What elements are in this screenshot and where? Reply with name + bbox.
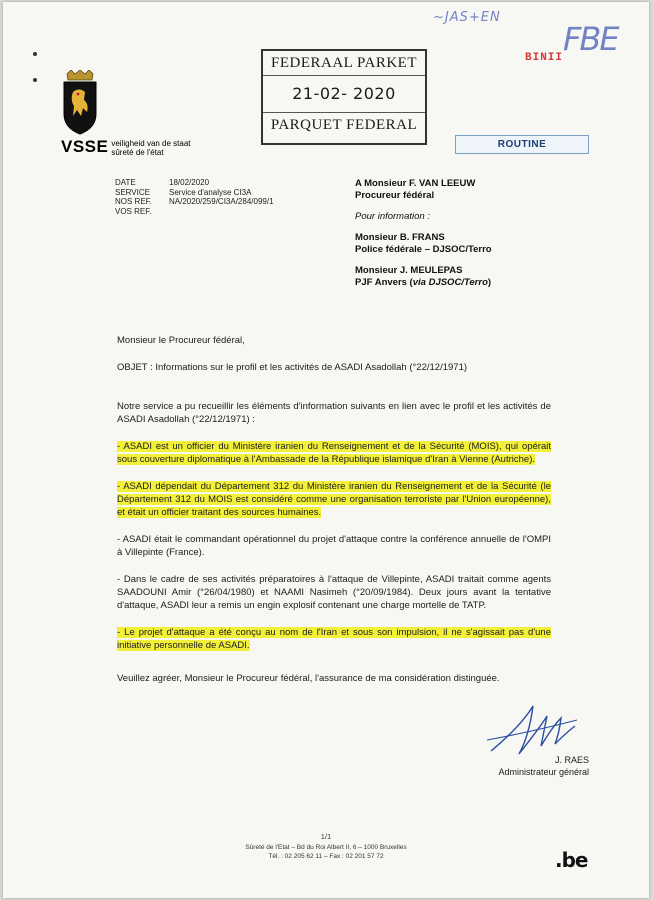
point-5 (117, 626, 551, 652)
meta-row-your-ref (115, 207, 274, 217)
cc2-org-via: via DJSOC/Terro (412, 277, 488, 288)
meta-value: 18/02/2020 (169, 178, 210, 187)
meta-label: DATE (115, 178, 136, 187)
signatory-title: Administrateur général (498, 767, 589, 777)
meta-label: VOS REF. (115, 206, 152, 216)
cc2-org-part: ) (487, 277, 492, 288)
red-stamp: BINII (525, 52, 564, 64)
salutation: Monsieur le Procureur fédéral, (117, 335, 245, 346)
closing: Veuillez agréer, Monsieur le Procureur fédéral, l'assurance de ma considération distinguée. (117, 673, 500, 684)
vsse-tagline-fr: sûreté de l'état (111, 148, 164, 157)
point-4: - Dans le cadre de ses activités préparatoires à l'attaque de Villepinte, ASADI traitait comme agents SAADOUNI Amir (°26/04/1980) et NAAMI Nasimeh (°20/09/1984). Deux jours avant la tentative d'attaque, ASADI leur a remis un engin explosif contenant une charge mortelle de TATP. (117, 574, 551, 611)
signatory-block (481, 754, 589, 778)
cc2-org-part: PJF Anvers ( (355, 277, 413, 288)
point-3: - ASADI était le commandant opérationnel du projet d'attaque contre la conférence annuelle de l'OMPI à Villepinte (France). (117, 534, 551, 558)
page-number: 1/1 (320, 832, 332, 841)
cc2-name: Monsieur J. MEULEPAS (355, 265, 463, 276)
meta-label: SERVICE (115, 187, 150, 197)
footer-contact: Tél. : 02 205 62 11 – Fax : 02 201 57 72 (268, 853, 384, 860)
meta-row-date (115, 178, 274, 188)
meta-value: Service d'analyse CI3A (169, 187, 252, 197)
subject-line: OBJET : Informations sur le profil et les activités de ASADI Asadollah (°22/12/1971) (117, 362, 468, 373)
meta-value: NA/2020/259/CI3A/284/099/1 (169, 197, 274, 206)
footer-address: Sûreté de l'Etat – Bd du Roi Albert II, 6 – 1000 Bruxelles (245, 844, 407, 851)
recipient-title: Procureur fédéral (355, 190, 435, 201)
cc1-name: Monsieur B. FRANS (355, 232, 445, 243)
point-1-text: - ASADI est un officier du Ministère iranien du Renseignement et de la Sécurité (MOIS), qui opérait sous couverture diplomatique à l'Ambassade de la République islamique d'Iran à Vienne (Autriche). (117, 441, 551, 465)
intro-paragraph: Notre service a pu recueillir les éléments d'information suivants en lien avec le profil et les activités de ASADI Asadollah (°22/12/1971) : (117, 401, 551, 425)
classification-box: ROUTINE (455, 135, 589, 154)
vsse-wordmark (61, 138, 191, 157)
recipients-block (355, 178, 492, 289)
federal-prosecutor-stamp (261, 49, 427, 145)
stamp-bottom: PARQUET FEDERAL (270, 117, 418, 133)
meta-row-service (115, 188, 274, 198)
handwritten-note: ~JAS+EN (433, 10, 501, 25)
reference-block (115, 178, 274, 216)
page-footer (203, 832, 449, 861)
meta-label: NOS REF. (115, 197, 152, 206)
document-page (3, 2, 649, 898)
stamp-date (263, 75, 425, 113)
meta-row-our-ref (115, 197, 274, 207)
letter-body (117, 334, 551, 699)
stamp-top: FEDERAAL PARKET (271, 55, 417, 71)
vsse-acronym: VSSE (61, 137, 109, 156)
scan-dot (33, 52, 37, 56)
scan-dot (33, 78, 37, 82)
stamp-date-value: 21-02- 2020 (292, 84, 396, 103)
recipient-name: A Monsieur F. VAN LEEUW (355, 178, 476, 189)
point-5-text: - Le projet d'attaque a été conçu au nom de l'Iran et sous son impulsion, il ne s'agissait pas d'une initiative personnelle de ASADI. (117, 627, 551, 651)
handwritten-initials: FBE (563, 20, 618, 58)
vsse-lion-logo-icon (61, 70, 99, 141)
cc-label: Pour information : (355, 211, 430, 222)
vsse-tagline (111, 139, 190, 157)
cc2-org (355, 277, 492, 289)
signatory-name: J. RAES (554, 755, 589, 765)
point-1 (117, 440, 551, 466)
point-2 (117, 480, 551, 519)
cc1-org: Police fédérale – DJSOC/Terro (355, 244, 492, 255)
be-logo: .be (555, 848, 588, 872)
vsse-tagline-nl: veiligheid van de staat (111, 139, 191, 148)
point-2-text: - ASADI dépendait du Département 312 du Ministère iranien du Renseignement et de la Sécurité (le Département 312 du MOIS est considéré comme une organisation terroriste par l'Union européenne), et était un officier traitant des sources humaines. (117, 481, 551, 518)
